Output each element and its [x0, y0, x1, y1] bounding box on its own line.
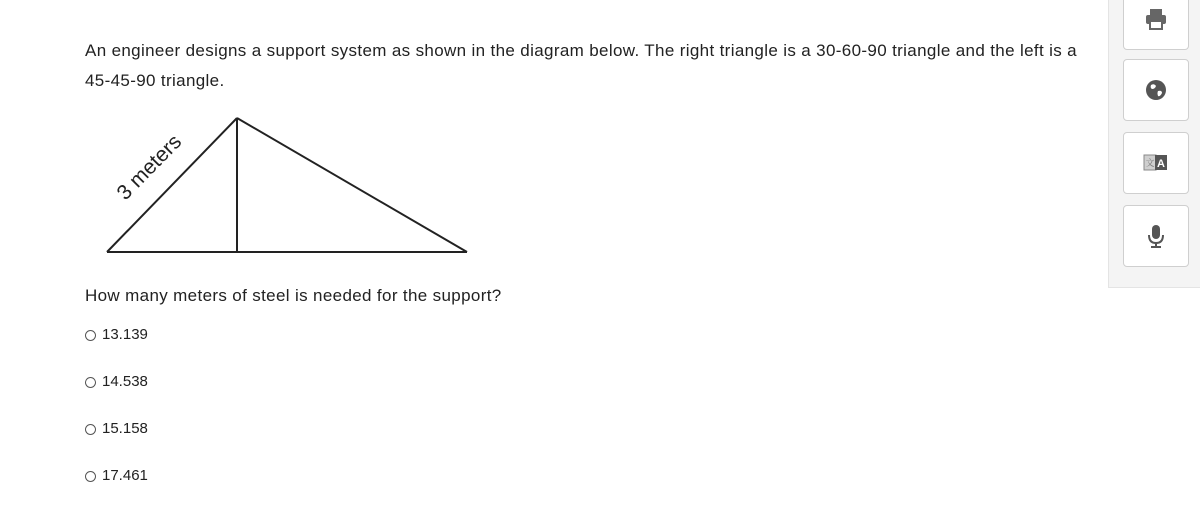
radio-button[interactable] — [85, 471, 96, 482]
globe-button[interactable] — [1123, 59, 1189, 121]
question-prompt: An engineer designs a support system as shown in the diagram below. The right triangle is a 30-60-90 triangle and the left is a 45-45-90 triangle. — [85, 41, 1077, 90]
triangle-diagram-svg — [95, 110, 475, 260]
answer-option[interactable] — [85, 373, 148, 420]
option-label: 15.158 — [102, 420, 148, 437]
print-icon — [1144, 7, 1168, 31]
globe-icon — [1145, 79, 1167, 101]
svg-text:A: A — [1157, 158, 1165, 170]
print-button[interactable] — [1123, 0, 1189, 50]
accessibility-toolbar — [1108, 0, 1200, 288]
translate-button[interactable] — [1123, 132, 1189, 194]
diagram-side-label: 3 meters — [112, 130, 187, 205]
microphone-button[interactable] — [1123, 205, 1189, 267]
option-label: 17.461 — [102, 467, 148, 484]
option-label: 14.538 — [102, 373, 148, 390]
translate-icon — [1143, 152, 1169, 174]
radio-button[interactable] — [85, 330, 96, 341]
radio-button[interactable] — [85, 424, 96, 435]
question-prompt-area — [85, 36, 1095, 96]
answer-option[interactable] — [85, 467, 148, 514]
triangle-diagram — [95, 110, 475, 265]
radio-button[interactable] — [85, 377, 96, 388]
svg-text:文: 文 — [1145, 158, 1155, 168]
microphone-icon — [1146, 223, 1166, 249]
option-label: 13.139 — [102, 326, 148, 343]
answer-options — [85, 326, 148, 514]
question-ask: How many meters of steel is needed for the support? — [85, 286, 502, 305]
answer-option[interactable] — [85, 326, 148, 373]
answer-option[interactable] — [85, 420, 148, 467]
diagram-right-hypotenuse — [237, 118, 467, 252]
